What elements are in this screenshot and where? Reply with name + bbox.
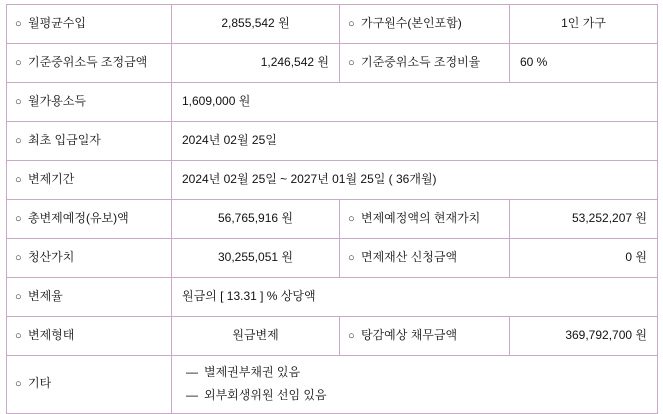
value-text: 1,246,542 원 xyxy=(260,55,329,70)
circle-bullet-icon: ○ xyxy=(15,96,22,109)
circle-bullet-icon: ○ xyxy=(348,213,355,226)
table-row xyxy=(7,83,658,122)
circle-bullet-icon: ○ xyxy=(15,57,22,70)
value-text: 53,252,207 원 xyxy=(572,211,647,226)
row-value-household-size xyxy=(510,5,658,44)
label-text: 기준중위소득 조정비율 xyxy=(361,55,481,70)
row-label-disposable-income xyxy=(7,83,172,122)
row-label-median-income-ratio xyxy=(340,44,510,83)
label-text: 최초 입금일자 xyxy=(28,133,101,148)
row-value-first-payment-date xyxy=(172,122,658,161)
row-label-liquidation-value xyxy=(7,239,172,278)
repayment-summary-table xyxy=(6,4,658,414)
circle-bullet-icon: ○ xyxy=(15,174,22,187)
row-label-exempt-property xyxy=(340,239,510,278)
row-label-total-repayment xyxy=(7,200,172,239)
label-text: 변제형태 xyxy=(28,328,75,343)
label-text: 월평균수입 xyxy=(28,16,86,31)
circle-bullet-icon: ○ xyxy=(15,252,22,265)
table-row xyxy=(7,122,658,161)
value-text: 원금변제 xyxy=(232,328,279,343)
row-value-total-repayment xyxy=(172,200,340,239)
circle-bullet-icon: ○ xyxy=(348,18,355,31)
table-row xyxy=(7,278,658,317)
list-item-text: 별제권부채권 있음 xyxy=(204,365,301,379)
row-label-household-size xyxy=(340,5,510,44)
value-text: 2024년 02월 25일 ~ 2027년 01월 25일 ( 36개월) xyxy=(182,172,437,187)
label-text: 가구원수(본인포함) xyxy=(361,16,462,31)
table-row xyxy=(7,200,658,239)
table-row xyxy=(7,44,658,83)
row-value-exempt-property xyxy=(510,239,658,278)
row-value-etc xyxy=(172,356,658,414)
circle-bullet-icon: ○ xyxy=(348,57,355,70)
row-value-monthly-income xyxy=(172,5,340,44)
row-value-median-income-ratio xyxy=(510,44,658,83)
value-text: 60 % xyxy=(520,55,548,70)
circle-bullet-icon: ○ xyxy=(15,330,22,343)
row-label-repayment-period xyxy=(7,161,172,200)
label-text: 총변제예정(유보)액 xyxy=(28,211,129,226)
circle-bullet-icon: ○ xyxy=(15,135,22,148)
row-label-monthly-income xyxy=(7,5,172,44)
row-value-repayment-rate xyxy=(172,278,658,317)
table-row xyxy=(7,356,658,414)
row-value-disposable-income xyxy=(172,83,658,122)
circle-bullet-icon: ○ xyxy=(15,291,22,304)
label-text: 탕감예상 채무금액 xyxy=(361,328,458,343)
value-text: 56,765,916 원 xyxy=(218,211,293,226)
row-value-liquidation-value xyxy=(172,239,340,278)
row-label-first-payment-date xyxy=(7,122,172,161)
value-text: 30,255,051 원 xyxy=(218,250,293,265)
label-text: 기준중위소득 조정금액 xyxy=(28,55,148,70)
label-text: 청산가치 xyxy=(28,250,75,265)
row-value-repayment-period xyxy=(172,161,658,200)
table-row xyxy=(7,317,658,356)
dash-icon: — xyxy=(186,388,198,403)
row-value-expected-debt xyxy=(510,317,658,356)
label-text: 면제재산 신청금액 xyxy=(361,250,458,265)
list-item xyxy=(186,364,649,381)
value-text: 1인 가구 xyxy=(561,16,606,31)
value-text: 2024년 02월 25일 xyxy=(182,133,277,148)
value-text: 1,609,000 원 xyxy=(182,94,251,109)
row-label-repayment-rate xyxy=(7,278,172,317)
label-text: 변제율 xyxy=(28,289,63,304)
table-row xyxy=(7,161,658,200)
table-row xyxy=(7,239,658,278)
label-text: 월가용소득 xyxy=(28,94,86,109)
table-row xyxy=(7,5,658,44)
row-value-repayment-type xyxy=(172,317,340,356)
row-label-median-income-adjust xyxy=(7,44,172,83)
label-text: 변제기간 xyxy=(28,172,75,187)
list-item-text: 외부회생위원 선임 있음 xyxy=(204,388,327,403)
dash-icon: — xyxy=(186,365,198,379)
circle-bullet-icon: ○ xyxy=(15,378,22,391)
value-text: 0 원 xyxy=(625,250,647,265)
row-label-etc xyxy=(7,356,172,414)
value-text: 369,792,700 원 xyxy=(565,328,647,343)
circle-bullet-icon: ○ xyxy=(348,252,355,265)
etc-list xyxy=(180,364,649,405)
value-text: 2,855,542 원 xyxy=(221,16,290,31)
row-value-median-income-adjust xyxy=(172,44,340,83)
row-label-expected-debt xyxy=(340,317,510,356)
value-text: 원금의 [ 13.31 ] % 상당액 xyxy=(182,289,316,304)
list-item xyxy=(186,387,649,404)
circle-bullet-icon: ○ xyxy=(15,18,22,31)
label-text: 기타 xyxy=(28,376,52,391)
label-text: 변제예정액의 현재가치 xyxy=(361,211,481,226)
circle-bullet-icon: ○ xyxy=(15,213,22,226)
circle-bullet-icon: ○ xyxy=(348,330,355,343)
row-value-present-value xyxy=(510,200,658,239)
row-label-present-value xyxy=(340,200,510,239)
row-label-repayment-type xyxy=(7,317,172,356)
